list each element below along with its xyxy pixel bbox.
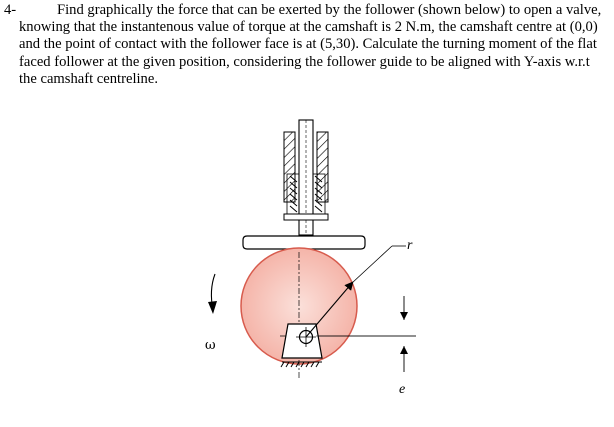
- spring-retainer: [284, 214, 328, 220]
- problem-number: 4-: [4, 2, 17, 18]
- radius-label: r: [407, 238, 413, 253]
- flat-follower-face: [243, 236, 365, 249]
- rotation-arrow: [208, 274, 217, 314]
- problem-text: Find graphically the force that can be exerted by the follower (shown below) to open a valve, knowing that the instantenous value of torque at the camshaft is 2 N.m, the camshaft centre at (0,0) and the point of contact with the follower face is at (5,30). Calculate the turning moment of the flat faced follower at the given position, considering the follower guide to be aligned with Y-axis w.r.t the camshaft centreline.: [19, 2, 602, 87]
- omega-label: ω: [205, 338, 216, 353]
- offset-label: e: [399, 382, 406, 397]
